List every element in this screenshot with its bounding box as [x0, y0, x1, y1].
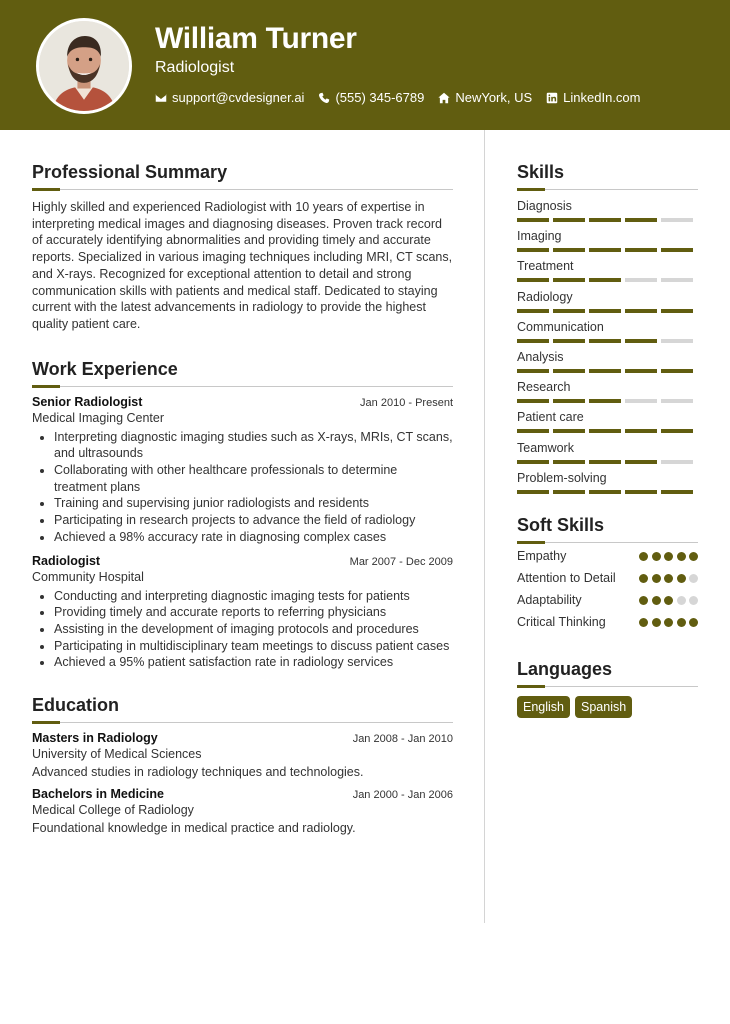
envelope-icon	[155, 92, 167, 104]
job-organization: Medical Imaging Center	[32, 410, 165, 425]
skill-name: Radiology	[517, 289, 573, 304]
education-entry	[32, 731, 453, 779]
list-item: • Conducting and interpreting diagnostic imaging tests for patients	[54, 588, 453, 605]
section-title: Languages	[517, 658, 613, 679]
job-organization: Community Hospital	[32, 569, 144, 584]
job-entry	[32, 395, 453, 546]
skills-list	[517, 197, 698, 499]
skill-level-segment	[661, 278, 693, 282]
job-bullets	[32, 588, 453, 672]
skills-section	[517, 150, 698, 499]
education-section	[32, 683, 453, 835]
skill-name: Research	[517, 380, 571, 395]
home-icon	[438, 92, 450, 104]
contact-location-text: NewYork, US	[455, 90, 533, 105]
soft-skill-rating	[636, 574, 699, 583]
skill-level-segment	[661, 429, 693, 433]
section-title: Work Experience	[32, 358, 178, 379]
list-item: • Assisting in the development of imaging protocols and procedures	[54, 621, 453, 638]
skill-level-segment	[625, 429, 657, 433]
soft-skills-list	[517, 548, 698, 631]
skill-level-segment	[625, 218, 657, 222]
profile-photo	[36, 18, 132, 114]
skill-level-bar	[517, 218, 698, 222]
list-item: • Training and supervising junior radiologists and residents	[54, 495, 453, 512]
skill-level-segment	[589, 278, 621, 282]
list-item: • Participating in multidisciplinary team meetings to discuss patient cases	[54, 638, 453, 655]
skill-name: Communication	[517, 319, 604, 334]
skill-level-segment	[517, 218, 549, 222]
skill-level-segment	[589, 369, 621, 373]
rating-dot	[652, 618, 661, 627]
soft-skill-rating	[636, 596, 699, 605]
section-title: Education	[32, 695, 120, 716]
soft-skill-item	[517, 592, 698, 609]
skill-item	[517, 408, 698, 438]
language-badge: Spanish	[575, 696, 632, 718]
skill-level-segment	[517, 460, 549, 464]
school-name: University of Medical Sciences	[32, 747, 202, 762]
candidate-name: William Turner	[155, 22, 357, 55]
skill-name: Problem-solving	[517, 470, 607, 485]
rating-dot	[677, 552, 686, 561]
contact-linkedin-text: LinkedIn.com	[563, 90, 641, 105]
linkedin-icon	[546, 92, 558, 104]
education-entry	[32, 787, 453, 835]
language-badge: English	[517, 696, 570, 718]
job-title: Radiologist	[32, 553, 101, 568]
list-item: • Interpreting diagnostic imaging studies such as X-rays, MRIs, CT scans, and ultrasounds	[54, 429, 453, 462]
skill-level-segment	[553, 460, 585, 464]
soft-skill-name: Attention to Detail	[517, 570, 616, 585]
skill-level-segment	[553, 429, 585, 433]
skill-name: Imaging	[517, 229, 562, 244]
skill-level-bar	[517, 490, 698, 494]
soft-skill-rating	[636, 552, 699, 561]
skill-level-segment	[625, 339, 657, 343]
skill-level-segment	[661, 218, 693, 222]
education-dates: Jan 2008 - Jan 2010	[352, 733, 453, 746]
rating-dot	[689, 596, 698, 605]
rating-dot	[664, 552, 673, 561]
contact-phone-text: (555) 345-6789	[335, 90, 425, 105]
section-rule	[32, 721, 453, 723]
job-bullets	[32, 429, 453, 546]
section-rule	[517, 188, 698, 190]
skill-name: Treatment	[517, 259, 574, 274]
job-dates: Mar 2007 - Dec 2009	[349, 555, 453, 568]
rating-dot	[677, 618, 686, 627]
skill-level-bar	[517, 278, 698, 282]
skill-item	[517, 378, 698, 408]
soft-skills-section	[517, 503, 698, 631]
list-item: • Collaborating with other healthcare professionals to determine treatment plans	[54, 462, 453, 495]
skill-level-segment	[625, 460, 657, 464]
contact-linkedin[interactable]	[546, 90, 640, 105]
skill-level-segment	[589, 339, 621, 343]
skill-item	[517, 348, 698, 378]
skill-name: Diagnosis	[517, 199, 572, 213]
degree-title: Masters in Radiology	[32, 731, 158, 746]
skill-level-bar	[517, 429, 698, 433]
contact-info	[155, 90, 655, 105]
skill-level-segment	[625, 490, 657, 494]
job-title: Senior Radiologist	[32, 394, 143, 409]
resume-header	[0, 0, 730, 130]
languages-section	[517, 647, 698, 718]
contact-phone[interactable]	[318, 90, 424, 105]
skill-level-segment	[661, 339, 693, 343]
skill-level-segment	[661, 248, 693, 252]
skill-level-segment	[625, 309, 657, 313]
skill-level-bar	[517, 309, 698, 313]
rating-dot	[639, 552, 648, 561]
education-description: Foundational knowledge in medical practice and radiology.	[32, 821, 356, 836]
soft-skill-item	[517, 570, 698, 587]
rating-dot	[639, 618, 648, 627]
skill-level-segment	[553, 490, 585, 494]
skill-level-segment	[553, 369, 585, 373]
skill-name: Analysis	[517, 349, 564, 364]
experience-section	[32, 347, 453, 671]
skill-level-segment	[625, 248, 657, 252]
skill-level-segment	[661, 399, 693, 403]
skill-level-segment	[625, 278, 657, 282]
skill-level-segment	[589, 429, 621, 433]
skill-level-segment	[553, 218, 585, 222]
summary-section	[32, 150, 453, 333]
skill-item	[517, 469, 698, 499]
rating-dot	[664, 596, 673, 605]
skill-level-segment	[517, 339, 549, 343]
rating-dot	[639, 596, 648, 605]
rating-dot	[677, 596, 686, 605]
skill-item	[517, 197, 698, 227]
list-item: • Providing timely and accurate reports to referring physicians	[54, 604, 453, 621]
education-description: Advanced studies in radiology techniques and technologies.	[32, 765, 364, 780]
skill-level-segment	[553, 339, 585, 343]
rating-dot	[677, 574, 686, 583]
skill-name: Patient care	[517, 410, 584, 425]
section-rule	[517, 685, 698, 687]
rating-dot	[652, 596, 661, 605]
skill-level-segment	[517, 399, 549, 403]
section-title: Professional Summary	[32, 162, 228, 182]
section-rule	[517, 541, 698, 543]
section-title: Soft Skills	[517, 514, 605, 535]
summary-text: Highly skilled and experienced Radiologist with 10 years of expertise in interpreting medical images and diagnosing diseases. Proven track record of accurately identifying abnormalities and providing timely and accurate reports. Specialized in various imaging techniques including MRI, CT scans, and X-rays. Recognized for exceptional attention to detail and strong communication skills with patients and medical staff. Dedicated to staying current with the latest advancements in radiology to provide the highest quality patient care.	[32, 200, 453, 331]
rating-dot	[652, 574, 661, 583]
skill-level-segment	[661, 490, 693, 494]
skill-level-segment	[553, 278, 585, 282]
languages-list	[517, 696, 698, 718]
sidebar-column	[517, 150, 698, 718]
list-item: • Achieved a 95% patient satisfaction rate in radiology services	[54, 654, 453, 671]
job-dates: Jan 2010 - Present	[360, 396, 453, 409]
contact-location	[438, 90, 532, 105]
list-item: • Participating in research projects to advance the field of radiology	[54, 512, 453, 529]
list-item: • Achieved a 98% accuracy rate in diagnosing complex cases	[54, 529, 453, 546]
soft-skill-item	[517, 548, 698, 565]
skill-level-segment	[625, 399, 657, 403]
skill-level-segment	[589, 460, 621, 464]
skill-level-segment	[589, 490, 621, 494]
soft-skill-item	[517, 614, 698, 631]
section-rule	[32, 188, 453, 190]
degree-title: Bachelors in Medicine	[32, 787, 164, 802]
contact-email[interactable]	[155, 90, 304, 105]
soft-skill-name: Adaptability	[517, 592, 582, 607]
skill-level-bar	[517, 399, 698, 403]
rating-dot	[689, 618, 698, 627]
skill-level-segment	[553, 248, 585, 252]
skill-level-segment	[517, 309, 549, 313]
soft-skill-rating	[636, 618, 699, 627]
rating-dot	[652, 552, 661, 561]
profile-photo-image	[39, 21, 129, 111]
skill-level-segment	[661, 460, 693, 464]
school-name: Medical College of Radiology	[32, 803, 194, 818]
skill-item	[517, 257, 698, 287]
skill-level-segment	[589, 248, 621, 252]
column-divider	[484, 130, 485, 923]
phone-icon	[318, 92, 330, 104]
rating-dot	[664, 618, 673, 627]
candidate-title: Radiologist	[155, 59, 235, 76]
skill-item	[517, 227, 698, 257]
soft-skill-name: Empathy	[517, 548, 567, 563]
soft-skill-name: Critical Thinking	[517, 614, 606, 629]
skill-level-segment	[517, 248, 549, 252]
skill-item	[517, 439, 698, 469]
rating-dot	[664, 574, 673, 583]
skill-level-bar	[517, 339, 698, 343]
section-title: Skills	[517, 162, 565, 182]
skill-level-segment	[553, 309, 585, 313]
skill-level-segment	[517, 278, 549, 282]
education-dates: Jan 2000 - Jan 2006	[352, 789, 453, 802]
skill-item	[517, 318, 698, 348]
skill-level-segment	[517, 429, 549, 433]
rating-dot	[639, 574, 648, 583]
skill-level-segment	[661, 369, 693, 373]
skill-level-segment	[661, 309, 693, 313]
skill-level-segment	[553, 399, 585, 403]
skill-level-bar	[517, 248, 698, 252]
contact-email-text: support@cvdesigner.ai	[172, 90, 305, 105]
skill-level-bar	[517, 369, 698, 373]
skill-level-bar	[517, 460, 698, 464]
job-entry	[32, 554, 453, 672]
skill-level-segment	[517, 490, 549, 494]
skill-level-segment	[589, 218, 621, 222]
skill-level-segment	[517, 369, 549, 373]
skill-level-segment	[589, 399, 621, 403]
rating-dot	[689, 574, 698, 583]
skill-level-segment	[625, 369, 657, 373]
skill-item	[517, 288, 698, 318]
skill-name: Teamwork	[517, 440, 574, 455]
main-column	[32, 150, 453, 835]
section-rule	[32, 385, 453, 387]
skill-level-segment	[589, 309, 621, 313]
rating-dot	[689, 552, 698, 561]
